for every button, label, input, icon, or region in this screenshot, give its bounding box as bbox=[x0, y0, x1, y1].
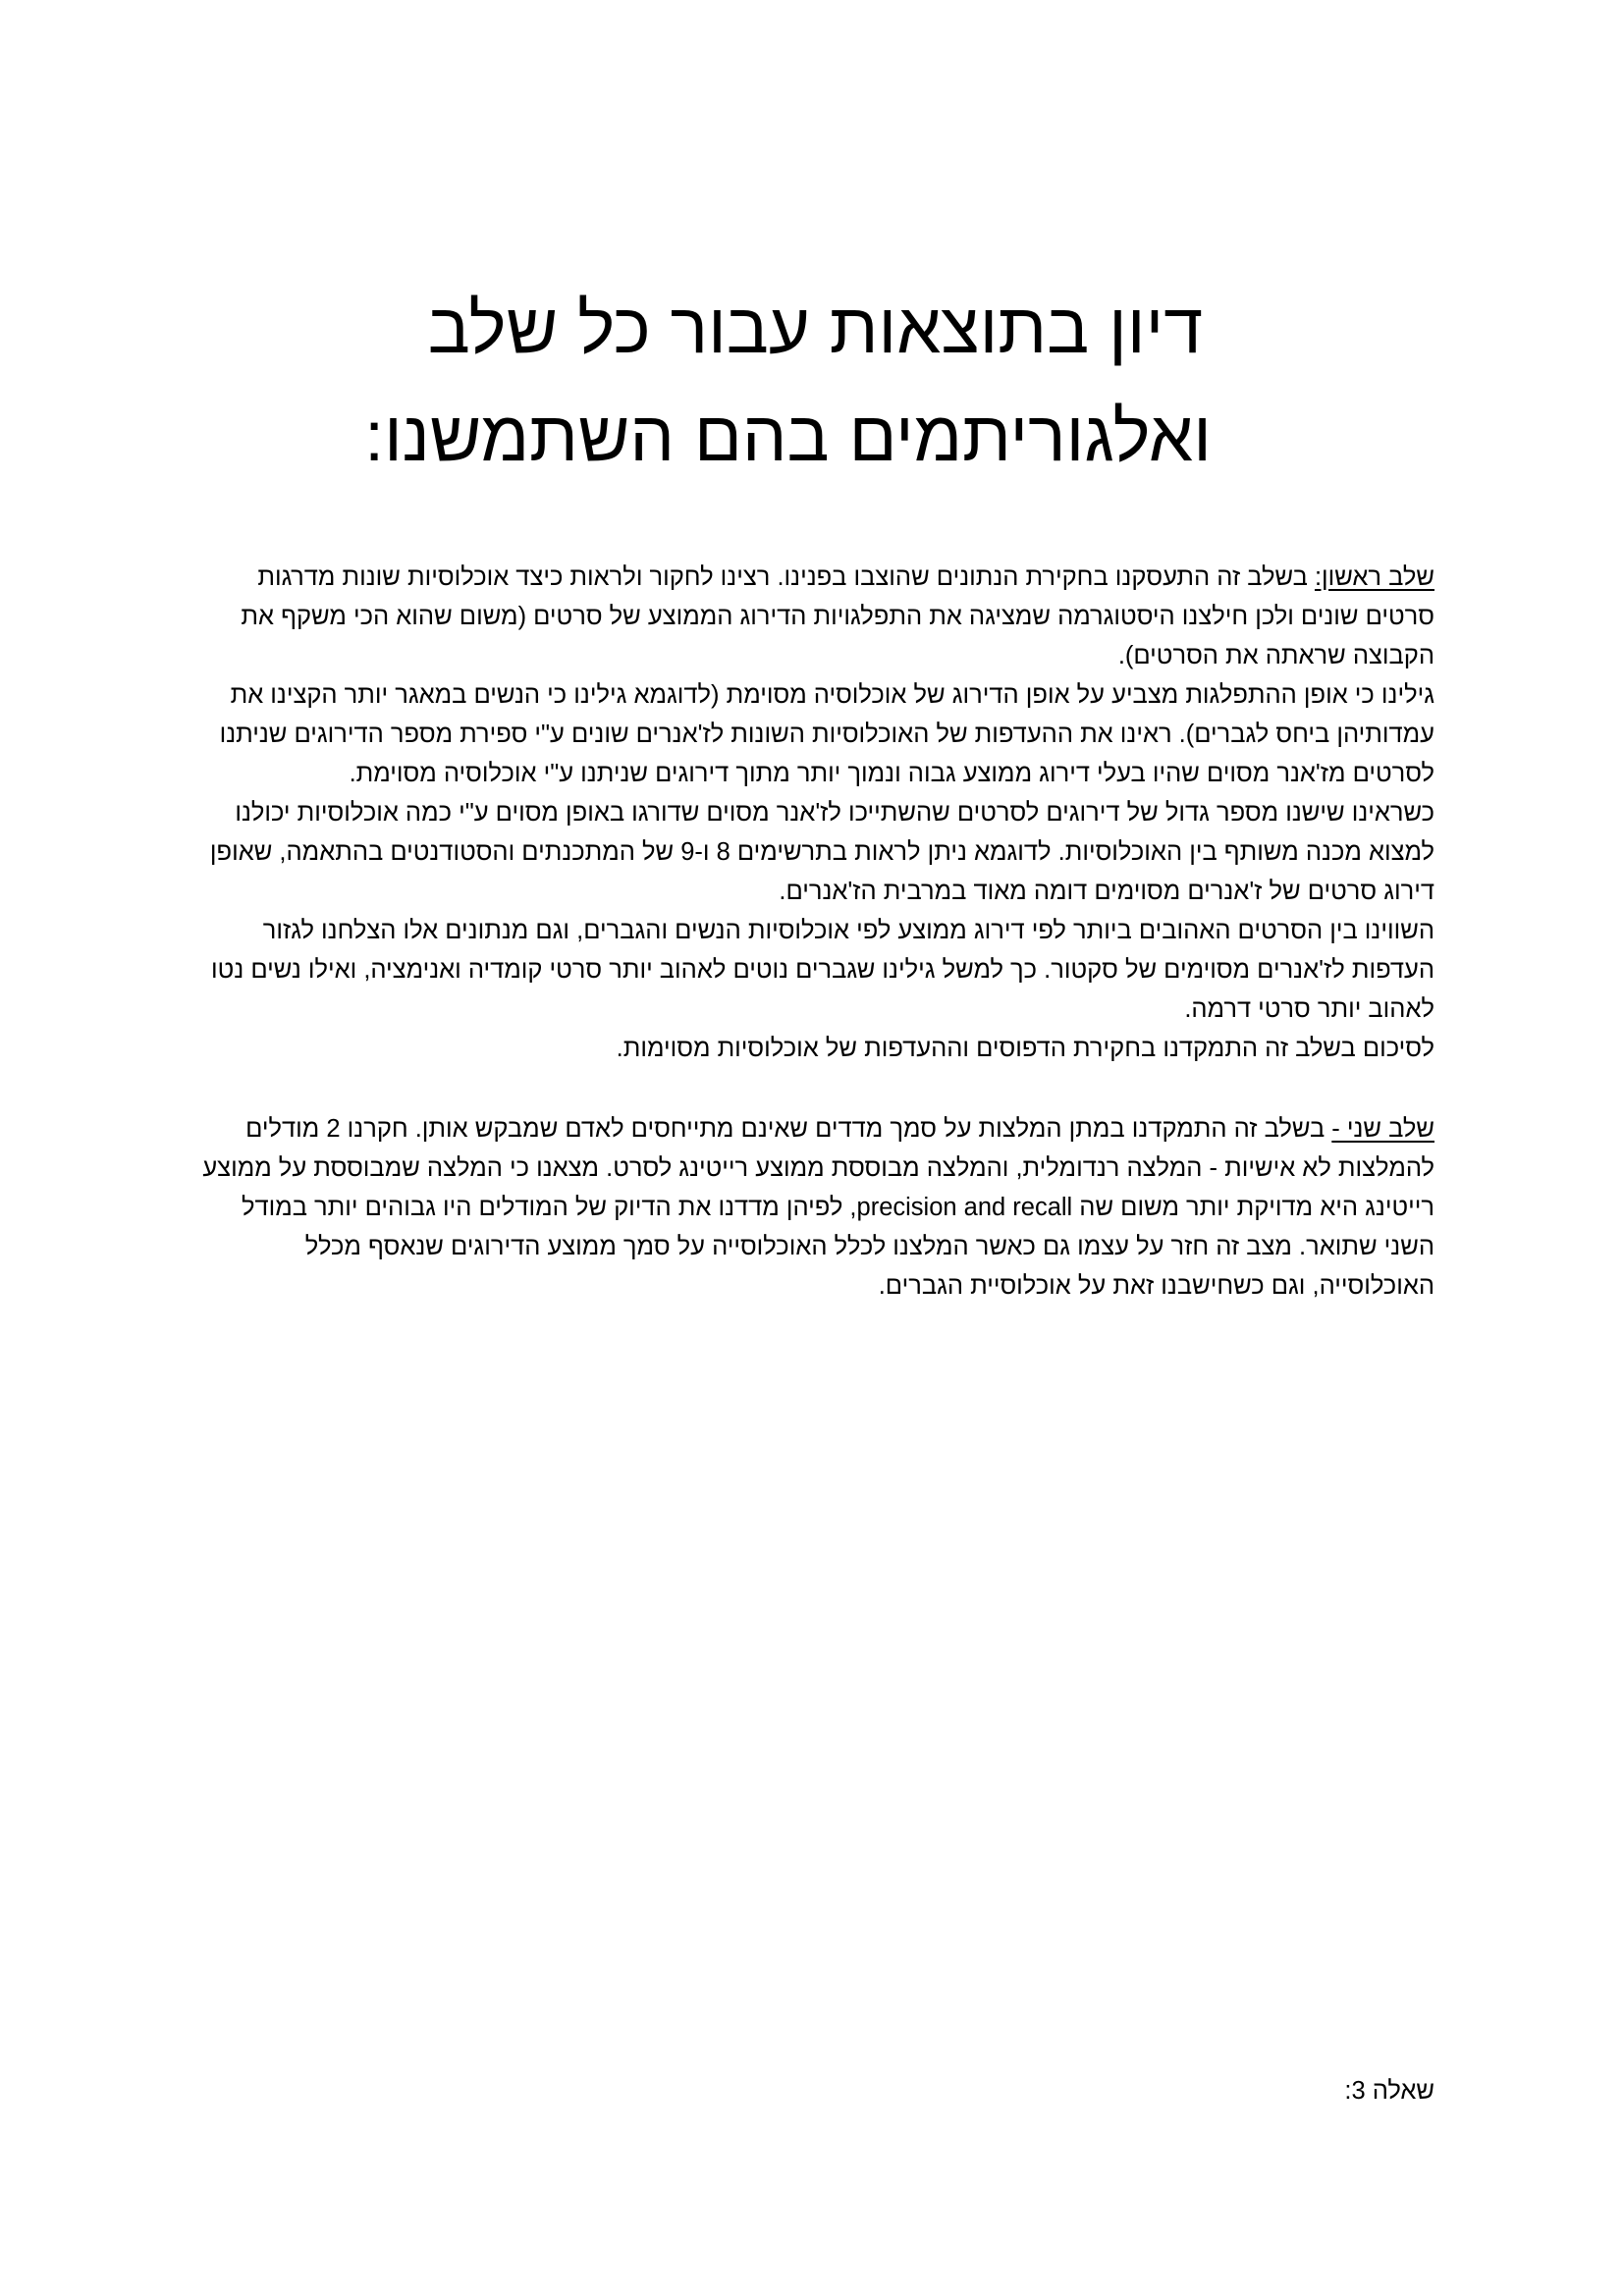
stage1-intro-text: בשלב זה התעסקנו בחקירת הנתונים שהוצבו בפנינו. רצינו לחקור ולראות כיצד אוכלוסיות שונות מדרגות סרטים שונים ולכן חילצנו היסטוגרמה שמציגה את התפלגויות הדירוג הממוצע של סרטים (משום שהוא הכי משקף את הקבוצה שראתה את הסרטים). bbox=[241, 563, 1434, 669]
stage2-text: בשלב זה התמקדנו במתן המלצות על סמך מדדים שאינם מתייחסים לאדם שמבקש אותן. חקרנו 2 מודלים להמלצות לא אישיות - המלצה רנדומלית, והמלצה מבוססת ממוצע רייטינג לסרט. מצאנו כי המלצה שמבוססת על ממוצע רייטינג היא מדויקת יותר משום שה precision and recall, לפיהן מדדנו את הדיוק של המודלים היו גבוהים יותר במודל השני שתואר. מצב זה חזר על עצמו גם כאשר המלצנו לכלל האוכלוסייה על סמך ממוצע הדירוגים שנאסף מכלל האוכלוסייה, וגם כשחישבנו זאת על אוכלוסיית הגברים. bbox=[202, 1115, 1434, 1300]
body-text bbox=[195, 558, 1434, 1306]
paragraph-spacer bbox=[195, 1068, 1434, 1109]
stage2-paragraph bbox=[195, 1109, 1434, 1306]
page-title bbox=[0, 275, 1623, 491]
stage1-summary: לסיכום בשלב זה התמקדנו בחקירת הדפוסים וההעדפות של אוכלוסיות מסוימות. bbox=[616, 1035, 1434, 1062]
stage1-paragraph-4: השווינו בין הסרטים האהובים ביותר לפי דירוג ממוצע לפי אוכלוסיות הנשים והגברים, וגם מנתונים אלו הצלחנו לגזור העדפות לז'אנרים מסוימים של סקטור. כך למשל גילינו שגברים נוטים לאהוב יותר סרטי קומדיה ואנימציה, ואילו נשים נטו לאהוב יותר סרטי דרמה. bbox=[211, 917, 1434, 1023]
question-3-heading: שאלה 3: bbox=[1344, 2077, 1434, 2105]
stage1-intro-paragraph bbox=[195, 558, 1434, 675]
stage1-paragraph-2: גילינו כי אופן ההתפלגות מצביע על אופן הדירוג של אוכלוסיה מסוימת (לדוגמא גילינו כי הנשים במאגר יותר הקצינו את עמדותיהן ביחס לגברים). ראינו את ההעדפות של האוכלוסיות השונות לז'אנרים שונים ע"י ספירת מספר הדירוגים שניתנו לסרטים מז'אנר מסוים שהיו בעלי דירוג ממוצע גבוה ונמוך יותר מתוך דירוגים שניתנו ע"י אוכלוסיה מסוימת. bbox=[219, 681, 1434, 787]
title-line-2: ואלגוריתמים בהם השתמשנו: bbox=[364, 398, 1212, 476]
stage1-label: שלב ראשון: bbox=[1314, 563, 1434, 591]
title-line-1: דיון בתוצאות עבור כל שלב bbox=[427, 290, 1204, 368]
stage2-label: שלב שני - bbox=[1331, 1115, 1434, 1143]
stage1-paragraph-3: כשראינו שישנו מספר גדול של דירוגים לסרטים שהשתייכו לז'אנר מסוים שדורגו באופן מסוים ע"י כמה אוכלוסיות יכולנו למצוא מכנה משותף בין האוכלוסיות. לדוגמא ניתן לראות בתרשימים 8 ו-9 של המתכנתים והסטודנטים בהתאמה, שאופן דירוג סרטים של ז'אנרים מסוימים דומה מאוד במרבית הז'אנרים. bbox=[209, 799, 1434, 905]
